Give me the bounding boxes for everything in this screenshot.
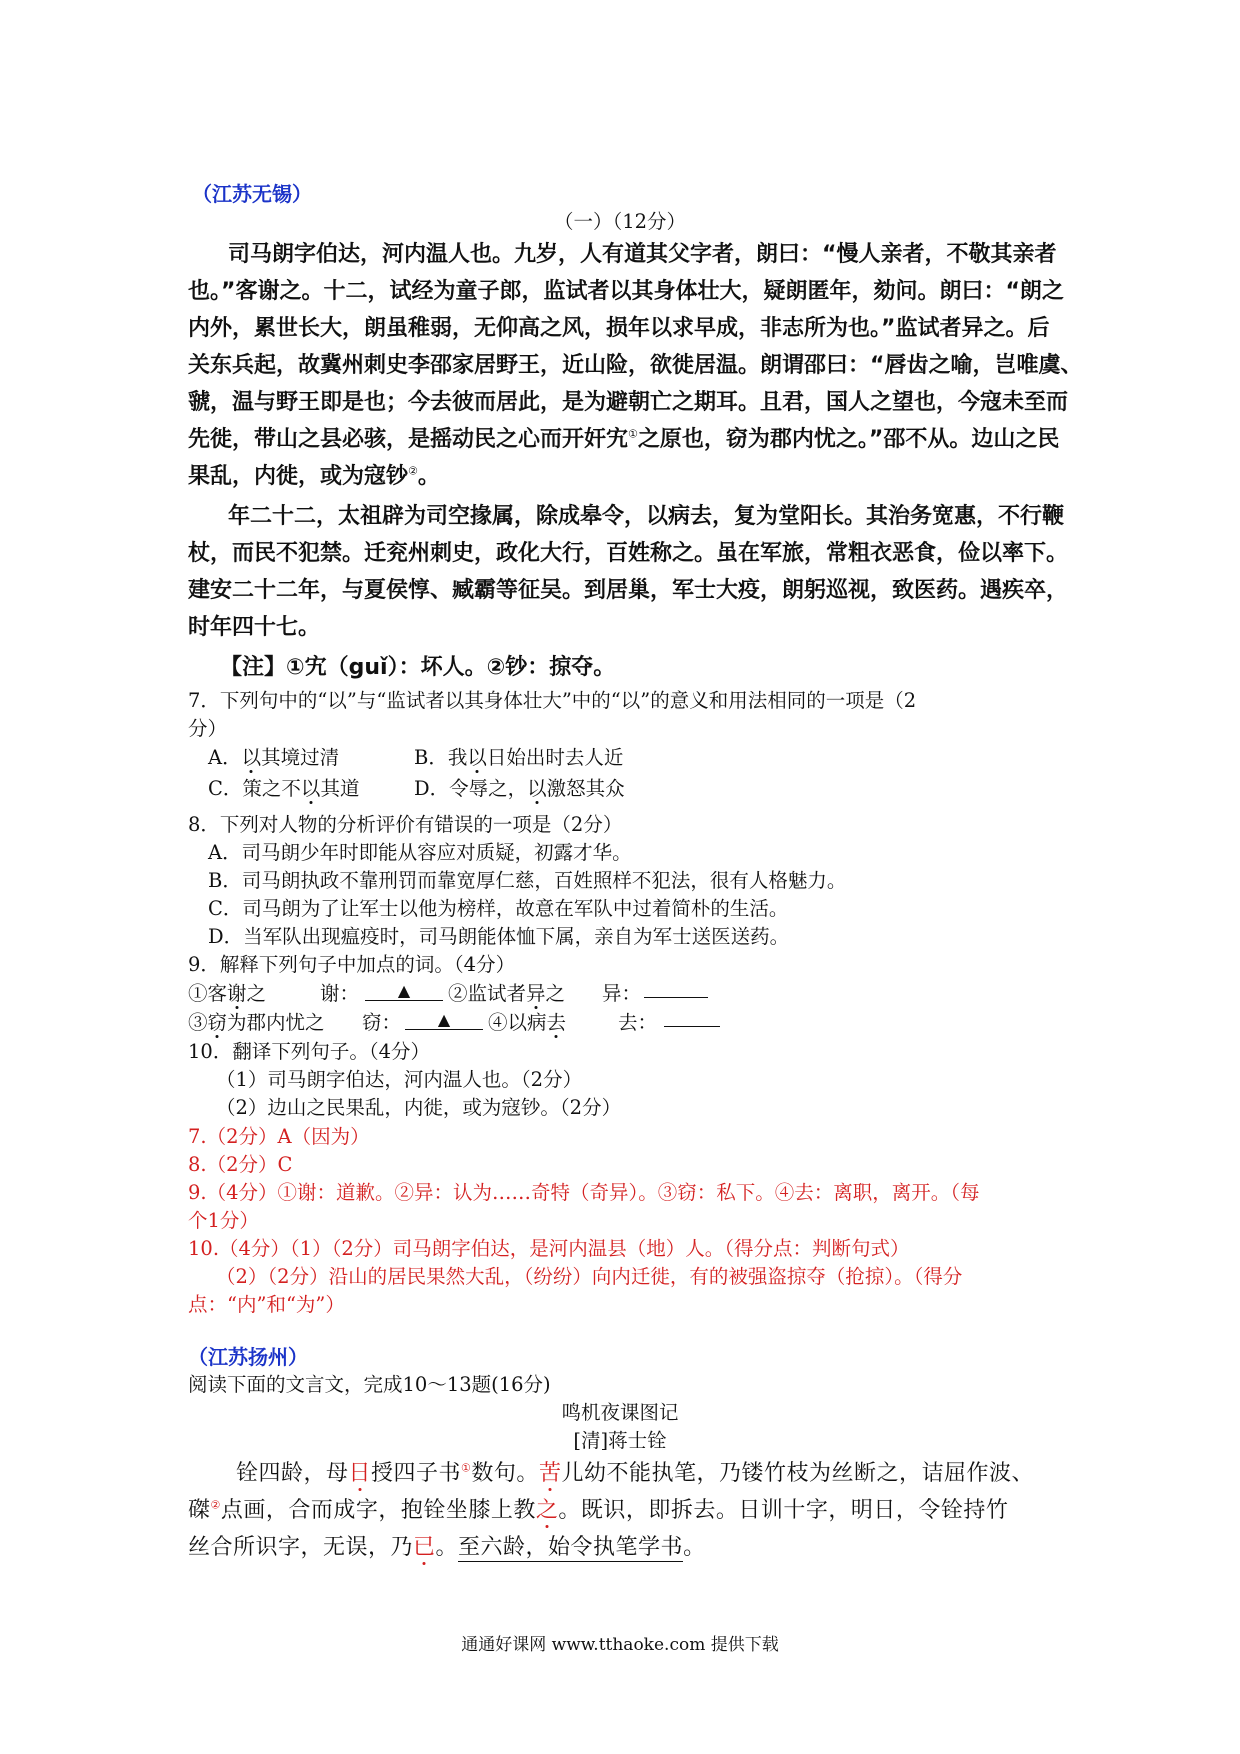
region-heading-yangzhou: （江苏扬州） bbox=[188, 1345, 308, 1369]
answer-9-cont: 个1分） bbox=[188, 1209, 259, 1232]
answer-blank-2 bbox=[644, 997, 708, 998]
question-9-label-2: 异： bbox=[602, 982, 642, 1005]
reading-instructions: 阅读下面的文言文，完成10～13题(16分) bbox=[188, 1373, 551, 1396]
footnote-marker: ① bbox=[461, 1461, 472, 1475]
answer-10-part-2: （2）（2分）沿山的居民果然大乱，（纷纷）向内迁徙，有的被强盗掠夺（抢掠）。（得分 bbox=[216, 1265, 963, 1288]
essay-line: 磔②点画，合而成字，抱铨坐膝上教之。既识，即拆去。日训十字，明日，令铨持竹 bbox=[188, 1498, 1009, 1523]
question-9-item-3: ③窃为郡内忧之 bbox=[188, 1011, 325, 1034]
question-9-item-1: ①客谢之 bbox=[188, 982, 267, 1005]
passage-line: 建安二十二年，与夏侯惇、臧霸等征吴。到居巢，军士大疫，朗躬巡视，致医药。遇疾卒， bbox=[188, 578, 1069, 603]
question-10-sentence-1: （1）司马朗字伯达，河内温人也。（2分） bbox=[216, 1068, 583, 1091]
option-c: C．策之不以其道 bbox=[208, 777, 360, 800]
passage-line: 也。”客谢之。十二，试经为童子郎，监试者以其身体壮大，疑朗匿年，劾问。朗曰：“朗之 bbox=[188, 279, 1064, 304]
option-a: A．以其境过清 bbox=[208, 746, 340, 769]
answer-blank-3: ▲ bbox=[405, 1007, 483, 1030]
answer-blank-4 bbox=[664, 1026, 720, 1027]
question-9-label-3: 窃： bbox=[362, 1011, 402, 1034]
footnote-marker: ① bbox=[628, 427, 638, 441]
passage-line: 关东兵起，故冀州刺史李邵家居野王，近山险，欲徙居温。朗谓邵曰：“唇齿之喻，岂唯虞、 bbox=[188, 353, 1083, 378]
essay-line: 丝合所识字，无误，乃已。至六龄，始令执笔学书。 bbox=[188, 1535, 706, 1560]
footnote-marker: ② bbox=[210, 1498, 221, 1512]
option-b: B．我以日始出时去人近 bbox=[414, 746, 624, 769]
answer-blank-1: ▲ bbox=[365, 978, 443, 1001]
question-10-stem: 10．翻译下列句子。（4分） bbox=[188, 1040, 430, 1063]
passage-line: 先徙，带山之县必骇，是摇动民之心而开奸宄①之原也，窃为郡内忧之。”邵不从。边山之民 bbox=[188, 427, 1060, 452]
question-7-stem-cont: 分） bbox=[188, 717, 228, 740]
underlined-sentence: 至六龄，始令执笔学书 bbox=[458, 1535, 684, 1560]
question-8-option: C．司马朗为了让军士以他为榜样，故意在军队中过着简朴的生活。 bbox=[208, 897, 789, 920]
part-title: （一）（12分） bbox=[553, 210, 687, 233]
passage-line: 杖，而民不犯禁。迁兖州刺史，政化大行，百姓称之。虽在军旅，常粗衣恶食，俭以率下。 bbox=[188, 541, 1069, 566]
answer-9: 9.（4分）①谢：道歉。②异：认为……奇特（奇异）。③窃：私下。④去：离职，离开。（每 bbox=[188, 1181, 980, 1204]
question-9-label-4: 去： bbox=[618, 1011, 658, 1034]
answer-7: 7.（2分）A（因为） bbox=[188, 1125, 370, 1148]
annotation-note: 【注】①宄（guǐ）：坏人。②钞：掠夺。 bbox=[220, 655, 616, 680]
question-8-option: B．司马朗执政不靠刑罚而靠宽厚仁慈，百姓照样不犯法，很有人格魅力。 bbox=[208, 869, 847, 892]
footnote-marker: ② bbox=[408, 464, 418, 478]
page-footer: 通通好课网 www.tthaoke.com 提供下载 bbox=[461, 1635, 779, 1655]
question-9-item-4: ④以病去 bbox=[488, 1011, 567, 1034]
passage-line: 内外，累世长大，朗虽稚弱，无仰高之风，损年以求早成，非志所为也。”监试者异之。后 bbox=[188, 316, 1050, 341]
question-8-option: A．司马朗少年时即能从容应对质疑，初露才华。 bbox=[208, 841, 632, 864]
question-9-label-1: 谢： bbox=[320, 982, 360, 1005]
option-d: D．令辱之，以激怒其众 bbox=[414, 777, 625, 800]
passage-line: 司马朗字伯达，河内温人也。九岁，人有道其父字者，朗曰：“慢人亲者，不敬其亲者 bbox=[228, 242, 1057, 267]
answer-10: 10.（4分）（1）（2分）司马朗字伯达，是河内温县（地）人。（得分点：判断句式） bbox=[188, 1237, 910, 1260]
question-8-option: D．当军队出现瘟疫时，司马朗能体恤下属，亲自为军士送医送药。 bbox=[208, 925, 790, 948]
question-8-stem: 8．下列对人物的分析评价有错误的一项是（2分） bbox=[188, 813, 623, 836]
question-9-stem: 9．解释下列句子中加点的词。（4分） bbox=[188, 953, 516, 976]
essay-title: 鸣机夜课图记 bbox=[561, 1401, 679, 1424]
answer-8: 8.（2分）C bbox=[188, 1153, 293, 1176]
passage-line: 虢，温与野王即是也；今去彼而居此，是为避朝亡之期耳。且君，国人之望也，今寇未至而 bbox=[188, 390, 1069, 415]
region-heading-wuxi: （江苏无锡） bbox=[192, 182, 312, 206]
question-7-stem: 7．下列句中的“以”与“监试者以其身体壮大”中的“以”的意义和用法相同的一项是（2 bbox=[188, 689, 917, 712]
question-9-item-2: ②监试者异之 bbox=[448, 982, 566, 1005]
passage-line: 年二十二，太祖辟为司空掾属，除成皋令，以病去，复为堂阳长。其治务宽惠，不行鞭 bbox=[228, 504, 1065, 529]
passage-line: 时年四十七。 bbox=[188, 615, 321, 640]
passage-line: 果乱，内徙，或为寇钞②。 bbox=[188, 464, 440, 489]
answer-10-cont: 点：“内”和“为”） bbox=[188, 1293, 345, 1316]
essay-author: [清]蒋士铨 bbox=[573, 1429, 667, 1452]
question-10-sentence-2: （2）边山之民果乱，内徙，或为寇钞。（2分） bbox=[216, 1096, 622, 1119]
essay-line: 铨四龄，母日授四子书①数句。苦儿幼不能执笔，乃镂竹枝为丝断之，诘屈作波、 bbox=[236, 1461, 1034, 1486]
